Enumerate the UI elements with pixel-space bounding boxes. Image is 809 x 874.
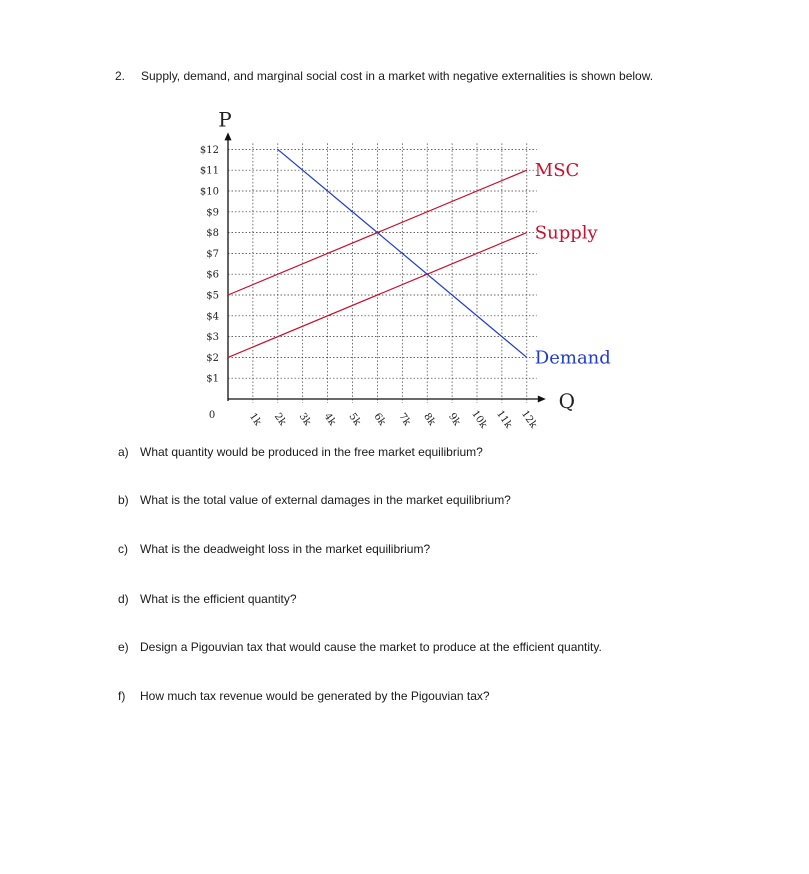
y-tick-label: $9 [206,207,219,219]
y-tick-label: $1 [206,373,219,385]
x-tick-label: 11k [494,408,514,431]
x-tick-label: 4k [321,411,338,428]
y-tick-label: $12 [199,144,219,156]
question-a-text: What quantity would be produced in the free market equilibrium? [140,445,483,459]
y-tick-label: $7 [206,248,219,260]
y-tick-label: $5 [206,290,219,302]
question-c-label: c) [118,542,128,556]
x-axis-arrow [538,396,546,403]
question-b-text: What is the total value of external damages in the market equilibrium? [140,493,511,507]
y-tick-label: $8 [206,228,219,240]
question-c-text: What is the deadweight loss in the market equilibrium? [140,542,431,556]
y-tick-label: $2 [206,352,219,364]
y-axis-title: P [218,107,232,132]
x-axis-title: Q [558,389,576,413]
x-tick-label: 8k [421,411,438,428]
x-tick-label: 12k [518,408,539,431]
x-tick-label: 7k [396,411,413,428]
question-b-label: b) [118,493,129,507]
x-tick-label: 9k [446,411,463,428]
question-e-label: e) [118,640,129,654]
x-tick-label: 6k [371,411,388,428]
y-axis-arrow [225,132,232,140]
y-tick-label: $6 [206,269,219,281]
y-tick-label: $4 [206,311,219,323]
x-tick-label: 10k [469,408,489,431]
y-tick-label: $11 [199,165,219,177]
question-a-label: a) [118,445,129,459]
series-label-msc: MSC [534,160,580,182]
series-label-demand: Demand [534,347,611,369]
series-line-supply [228,233,527,358]
problem-number: 2. [115,69,126,83]
question-e-text: Design a Pigouvian tax that would cause the market to produce at the efficient quantity. [140,640,602,654]
x-tick-label: 1k [246,411,264,428]
series-label-supply: Supply [534,222,598,244]
y-tick-label: $10 [199,186,219,198]
origin-label: 0 [208,410,216,421]
problem-statement: Supply, demand, and marginal social cost in a market with negative externalities is shown below. [141,69,654,83]
x-tick-label: 2k [271,411,288,428]
y-tick-label: $3 [206,332,219,344]
x-tick-label: 3k [296,411,313,428]
question-f-text: How much tax revenue would be generated by the Pigouvian tax? [140,689,490,703]
question-d-text: What is the efficient quantity? [140,592,297,606]
question-d-label: d) [118,592,129,606]
question-f-label: f) [118,689,126,703]
x-tick-label: 5k [346,411,363,428]
